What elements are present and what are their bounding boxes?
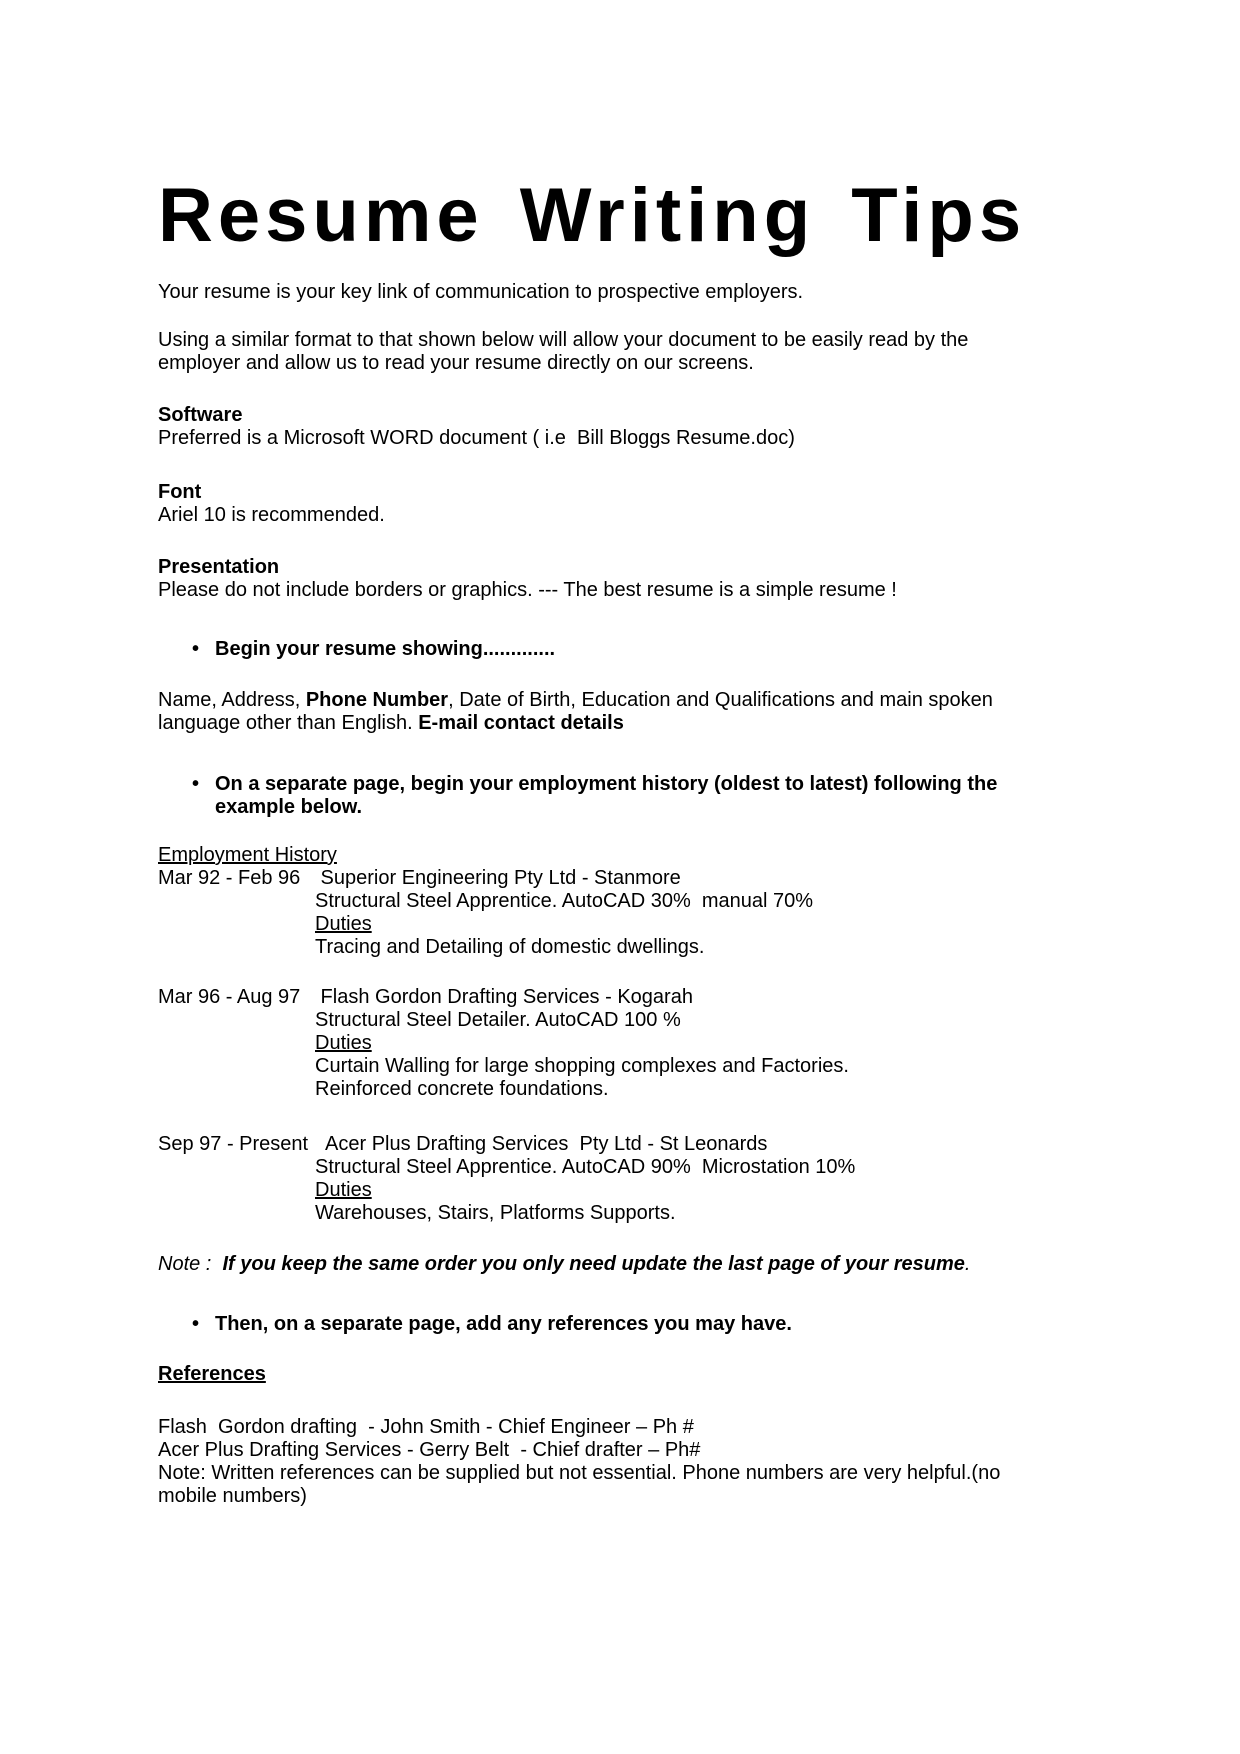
reference-line: Flash Gordon drafting - John Smith - Chief Engineer – Ph # bbox=[158, 1416, 694, 1438]
contact-paragraph bbox=[158, 689, 1180, 735]
bullet-add-references bbox=[158, 1313, 1180, 1336]
bullet-icon: • bbox=[192, 638, 200, 660]
duties-label-row bbox=[315, 1032, 1180, 1055]
entry-company: Flash Gordon Drafting Services - Kogarah bbox=[315, 986, 693, 1008]
format-paragraph-line1: Using a similar format to that shown below will allow your document to be easily read by the bbox=[158, 329, 969, 351]
intro-paragraph: Your resume is your key link of communication to prospective employers. bbox=[158, 281, 804, 303]
duty-line: Reinforced concrete foundations. bbox=[315, 1078, 609, 1100]
font-heading: Font bbox=[158, 481, 202, 503]
employment-history-heading: Employment History bbox=[158, 844, 337, 866]
presentation-heading: Presentation bbox=[158, 556, 280, 578]
bullet-begin-resume-text: Begin your resume showing............. bbox=[215, 638, 556, 660]
employment-entry bbox=[158, 1133, 1180, 1225]
duties-label-row bbox=[315, 1179, 1180, 1202]
entry-date: Sep 97 - Present bbox=[158, 1133, 309, 1155]
entry-details bbox=[315, 1133, 1180, 1225]
duty-line: Curtain Walling for large shopping complexes and Factories. bbox=[315, 1055, 849, 1077]
page-title: Resume Writing Tips bbox=[158, 173, 1027, 258]
format-paragraph bbox=[158, 329, 1180, 375]
bullet-icon: • bbox=[192, 1313, 200, 1335]
entry-role: Structural Steel Apprentice. AutoCAD 30% manual 70% bbox=[315, 890, 814, 912]
entry-details bbox=[315, 986, 1180, 1101]
references-note-line1: Note: Written references can be supplied but not essential. Phone numbers are very helpful.(no bbox=[158, 1462, 1001, 1484]
duties-label: Duties bbox=[315, 1032, 372, 1054]
duty-line: Tracing and Detailing of domestic dwellings. bbox=[315, 936, 705, 958]
entry-company: Acer Plus Drafting Services Pty Ltd - St Leonards bbox=[315, 1133, 768, 1155]
bullet-add-references-text: Then, on a separate page, add any references you may have. bbox=[215, 1313, 792, 1335]
presentation-body: Please do not include borders or graphics. --- The best resume is a simple resume ! bbox=[158, 579, 897, 601]
duties-label: Duties bbox=[315, 1179, 372, 1201]
contact-text: Name, Address, bbox=[158, 689, 306, 711]
note-emphasis: If you keep the same order you only need update the last page of your resume bbox=[222, 1253, 965, 1275]
contact-text: , Date of Birth, Education and Qualifications and main spoken bbox=[448, 689, 993, 711]
references-heading-row bbox=[158, 1363, 1180, 1386]
entry-role: Structural Steel Detailer. AutoCAD 100 % bbox=[315, 1009, 681, 1031]
contact-text: language other than English. bbox=[158, 712, 419, 734]
entry-details bbox=[315, 867, 1180, 959]
contact-paragraph-line2 bbox=[158, 712, 1180, 735]
entry-company: Superior Engineering Pty Ltd - Stanmore bbox=[315, 867, 681, 889]
font-body: Ariel 10 is recommended. bbox=[158, 504, 385, 526]
employment-entry bbox=[158, 867, 1180, 959]
bullet-employment-line2: example below. bbox=[215, 796, 363, 818]
software-body: Preferred is a Microsoft WORD document ( i.e Bill Bloggs Resume.doc) bbox=[158, 427, 795, 449]
bullet-employment-history bbox=[158, 773, 1180, 819]
entry-role: Structural Steel Apprentice. AutoCAD 90% Microstation 10% bbox=[315, 1156, 856, 1178]
references-heading: References bbox=[158, 1363, 266, 1385]
duty-line: Warehouses, Stairs, Platforms Supports. bbox=[315, 1202, 676, 1224]
contact-email-details: E-mail contact details bbox=[418, 712, 624, 734]
bullet-employment-line1: On a separate page, begin your employment history (oldest to latest) following the bbox=[215, 773, 998, 795]
duties-label-row bbox=[315, 913, 1180, 936]
references-note-line2: mobile numbers) bbox=[158, 1485, 307, 1507]
entry-date: Mar 92 - Feb 96 bbox=[158, 867, 301, 889]
bullet-icon: • bbox=[192, 773, 200, 795]
note-line bbox=[158, 1253, 1180, 1276]
note-label: Note : bbox=[158, 1253, 223, 1275]
bullet-begin-resume bbox=[158, 638, 1180, 661]
reference-line: Acer Plus Drafting Services - Gerry Belt - Chief drafter – Ph# bbox=[158, 1439, 701, 1461]
note-tail: . bbox=[964, 1253, 971, 1275]
contact-phone-number: Phone Number bbox=[305, 689, 449, 711]
contact-paragraph-line1 bbox=[158, 689, 1180, 712]
entry-date: Mar 96 - Aug 97 bbox=[158, 986, 301, 1008]
duties-label: Duties bbox=[315, 913, 372, 935]
format-paragraph-line2: employer and allow us to read your resume directly on our screens. bbox=[158, 352, 754, 374]
employment-entry bbox=[158, 986, 1180, 1101]
software-heading: Software bbox=[158, 404, 243, 426]
references-list bbox=[158, 1416, 1180, 1508]
